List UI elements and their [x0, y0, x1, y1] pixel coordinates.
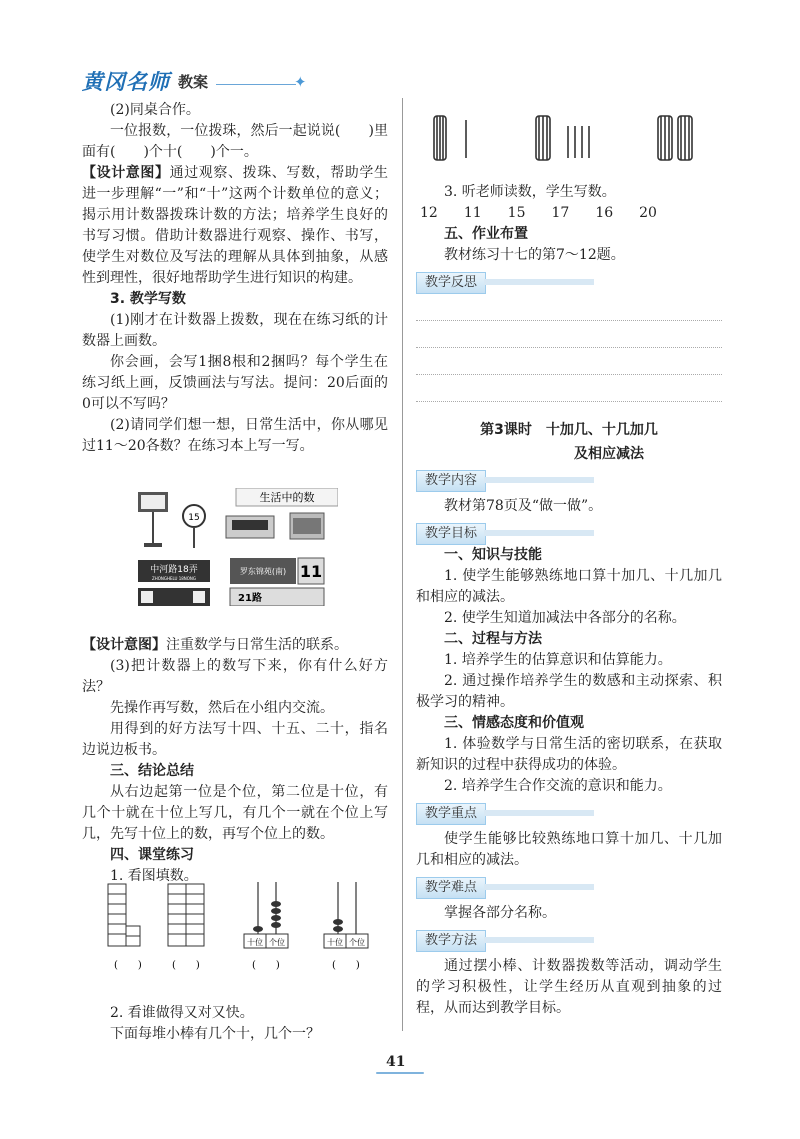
reflection-line — [416, 375, 722, 402]
reflection-line — [416, 348, 722, 375]
photo-title: 生活中的数 — [259, 491, 315, 504]
gap — [416, 402, 722, 418]
paragraph: (2)请同学们想一想，日常生活中，你从哪见过11～20各数？在练习本上写一写。 — [82, 417, 388, 454]
number-item: 15 — [507, 205, 526, 221]
number-list — [416, 203, 722, 224]
life-numbers-photo — [138, 488, 338, 606]
section-label: 教学反思 — [416, 272, 486, 294]
paragraph: 教材第78页及“做一做”。 — [444, 498, 603, 514]
community-sign-text: 罗东锦苑(南) — [239, 567, 287, 576]
section-rule — [484, 884, 594, 890]
number-item: 12 — [420, 205, 438, 221]
answer-blank: ( ) — [252, 960, 280, 971]
section-header — [416, 877, 722, 899]
heading: 3. 教学写数 — [110, 291, 186, 307]
paragraph: (3)把计数器上的数写下来，你有什么好方法？ — [82, 658, 388, 695]
section-rule — [484, 810, 594, 816]
number-item: 11 — [463, 205, 482, 221]
design-intent-text: 通过观察、拨珠、写数，帮助学生进一步理解“一”和“十”这两个计数单位的意义；揭示用计数器拨珠计数的方法；培养学生良好的书写习惯。借助计数器进行观察、操作、书写，使学生对数位及写法的理解从具体到抽象，从感性到理性，很好地帮助学生进行知识的构建。 — [82, 165, 389, 286]
paragraph: 掌握各部分名称。 — [444, 905, 556, 921]
answer-blank: ( ) — [172, 960, 200, 971]
number-item: 16 — [595, 205, 614, 221]
heading: 五、作业布置 — [444, 226, 528, 242]
star-icon: ✦ — [294, 73, 307, 91]
tens-label: 十位 — [327, 938, 343, 947]
section-rule — [484, 530, 594, 536]
paragraph: (2)同桌合作。 — [110, 102, 200, 118]
brand-subtitle: 教案 — [178, 73, 209, 91]
paragraph: 2. 使学生知道加减法中各部分的名称。 — [444, 610, 686, 626]
paragraph: 2. 培养学生合作交流的意识和能力。 — [444, 778, 672, 794]
section-header — [416, 470, 722, 492]
paragraph: (1)刚才在计数器上拨数，现在在练习纸的计数器上画数。 — [82, 312, 388, 349]
design-intent — [82, 635, 388, 656]
heading: 一、知识与技能 — [444, 547, 542, 563]
section-header — [416, 930, 722, 952]
section-header — [416, 523, 722, 545]
heading: 四、课堂练习 — [110, 847, 194, 863]
exercise: 3. 听老师读数，学生写数。 — [444, 184, 616, 200]
header-rule — [216, 84, 296, 85]
section-label: 教学目标 — [416, 523, 486, 545]
paragraph: 1. 体验数学与日常生活的密切联系，在获取新知识的过程中获得成功的体验。 — [416, 736, 722, 773]
section-rule — [484, 937, 594, 943]
heading: 三、情感态度和价值观 — [444, 715, 584, 731]
paragraph: 下面每堆小棒有几个十，几个一？ — [110, 1026, 320, 1042]
section-rule — [484, 279, 594, 285]
paragraph: 1. 使学生能够熟练地口算十加几、十几加几和相应的减法。 — [416, 568, 722, 605]
counting-figure — [98, 882, 388, 974]
street-sign-text: 中河路18弄 — [150, 565, 198, 575]
column-divider — [402, 98, 403, 1031]
design-intent-tag: 【设计意图】 — [82, 637, 166, 653]
reflection-line — [416, 294, 722, 321]
brand-logo-text: 黄冈名师 — [82, 70, 170, 94]
exercise: 1. 看图填数。 — [110, 868, 198, 884]
section-label: 教学难点 — [416, 877, 486, 899]
design-intent — [82, 163, 388, 289]
page-number: 41 — [386, 1054, 406, 1070]
sticks-spacer — [416, 102, 722, 182]
section-label: 教学重点 — [416, 803, 486, 825]
paragraph: 使学生能够比较熟练地口算十加几、十几加几和相应的减法。 — [416, 831, 722, 868]
paragraph: 一位报数，一位拨珠，然后一起说说( )里面有( )个十( )个一。 — [82, 123, 388, 160]
paragraph: 从右边起第一位是个位，第二位是十位，有几个十就在十位上写几，有几个一就在个位上写几，先写十位上的数，再写个位上的数。 — [82, 784, 388, 842]
section-header — [416, 803, 722, 825]
ones-label: 个位 — [269, 938, 285, 947]
ones-label: 个位 — [349, 938, 365, 947]
paragraph: 1. 培养学生的估算意识和估算能力。 — [444, 652, 672, 668]
reflection-line — [416, 321, 722, 348]
section-rule — [484, 477, 594, 483]
section-header — [416, 272, 722, 294]
sign-15-text: 15 — [188, 513, 200, 523]
number-item: 20 — [639, 205, 657, 221]
paragraph: 你会画，会写1捆8根和2捆吗？每个学生在练习纸上画，反馈画法与写法。提问：20后面的0可以不写吗？ — [82, 354, 388, 412]
right-column — [416, 102, 722, 1019]
section-label: 教学内容 — [416, 470, 486, 492]
design-intent-tag: 【设计意图】 — [82, 165, 170, 181]
house-number-text: 11 — [299, 562, 323, 581]
bus-number-text: 21路 — [238, 593, 262, 604]
street-sign-subtext: ZHONGHELU 18NONG — [151, 576, 197, 581]
page-number-underline — [376, 1072, 424, 1074]
heading: 三、结论总结 — [110, 763, 194, 779]
heading: 二、过程与方法 — [444, 631, 542, 647]
paragraph: 先操作再写数，然后在小组内交流。 — [110, 700, 334, 716]
lesson-title: 第3课时 十加几、十几加几 — [480, 422, 658, 438]
section-label: 教学方法 — [416, 930, 486, 952]
answer-blank: ( ) — [332, 960, 360, 971]
exercise: 2. 看谁做得又对又快。 — [110, 1005, 254, 1021]
answer-blank: ( ) — [114, 960, 142, 971]
lesson-title-cont: 及相应减法 — [574, 446, 644, 462]
paragraph: 2. 通过操作培养学生的数感和主动探索、积极学习的精神。 — [416, 673, 722, 710]
number-item: 17 — [551, 205, 570, 221]
design-intent-text: 注重数学与日常生活的联系。 — [166, 637, 348, 653]
paragraph: 通过摆小棒、计数器拨数等活动，调动学生的学习积极性，让学生经历从直观到抽象的过程，从而达到教学目标。 — [416, 958, 722, 1016]
tens-label: 十位 — [247, 938, 263, 947]
paragraph: 教材练习十七的第7～12题。 — [444, 247, 625, 263]
paragraph: 用得到的好方法写十四、十五、二十，指名边说边板书。 — [82, 721, 388, 758]
